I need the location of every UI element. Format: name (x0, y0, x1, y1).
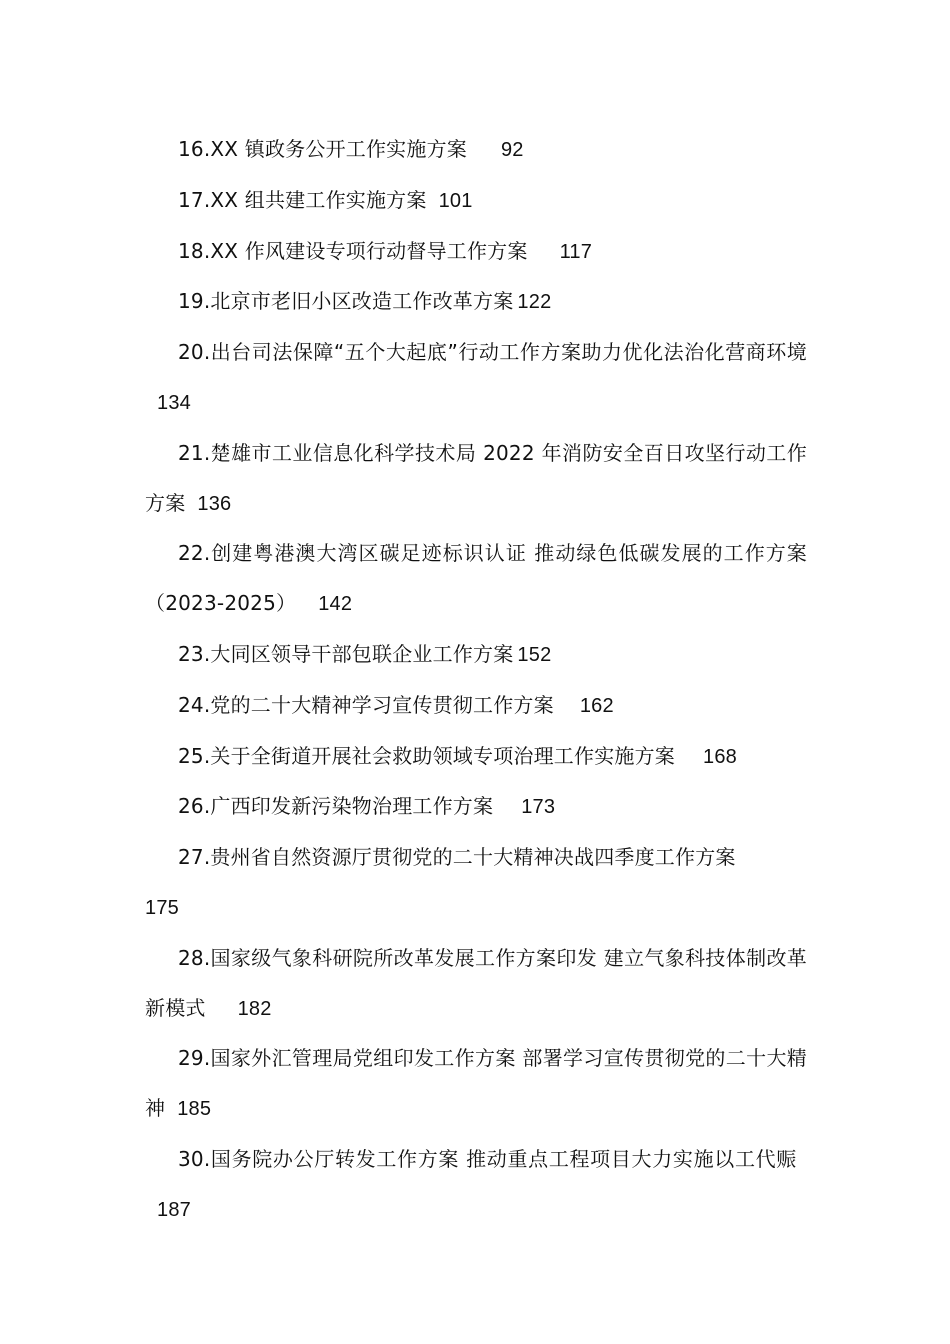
toc-entry[interactable] (145, 833, 807, 934)
toc-entry[interactable] (145, 227, 807, 278)
toc-entry-page: 162 (579, 694, 614, 717)
toc-entry-page: 136 (197, 492, 232, 515)
toc-entry-page: 173 (521, 796, 556, 819)
toc-entry[interactable] (145, 277, 807, 328)
toc-entry-page: 175 (145, 896, 179, 919)
toc-entry[interactable] (145, 934, 807, 1035)
toc-entry[interactable] (145, 1034, 807, 1135)
toc-entry-page: 182 (237, 997, 272, 1020)
toc-entry-title: 22.创建粤港澳大湾区碳足迹标识认证 推动绿色低碳发展的工作方案（2023-2025） (145, 541, 807, 616)
toc-entry-title: 25.关于全街道开展社会救助领域专项治理工作实施方案 (178, 743, 676, 768)
toc-entry[interactable] (145, 429, 807, 530)
toc-entry-title: 30.国务院办公厅转发工作方案 推动重点工程项目大力实施以工代赈 (178, 1146, 797, 1171)
toc-entry-page: 142 (318, 593, 353, 616)
toc-entry-page: 117 (559, 240, 593, 263)
toc-entry-title: 28.国家级气象科研院所改革发展工作方案印发 建立气象科技体制改革新模式 (145, 945, 807, 1020)
toc-entry-title: 18.XX 作风建设专项行动督导工作方案 (178, 238, 528, 263)
toc-entry[interactable] (145, 125, 807, 176)
toc-entry[interactable] (145, 782, 807, 833)
toc-entry[interactable] (145, 176, 807, 227)
toc-entry[interactable] (145, 630, 807, 681)
toc-entry[interactable] (145, 681, 807, 732)
toc-entry-page: 152 (517, 643, 552, 666)
toc-entry-page: 185 (177, 1098, 212, 1121)
toc-entry-page: 187 (157, 1198, 191, 1221)
toc-entry-title: 19.北京市老旧小区改造工作改革方案 (178, 289, 514, 314)
toc-entry-title: 21.楚雄市工业信息化科学技术局 2022 年消防安全百日攻坚行动工作方案 (145, 440, 807, 515)
toc-entry-title: 24.党的二十大精神学习宣传贯彻工作方案 (178, 692, 554, 717)
toc-entry[interactable] (145, 328, 807, 429)
toc-entry-page: 122 (517, 291, 552, 314)
toc-entry-title: 20.出台司法保障“五个大起底”行动工作方案助力优化法治化营商环境 (178, 340, 807, 365)
toc-entry-page: 101 (438, 189, 473, 212)
table-of-contents (145, 125, 807, 1236)
toc-entry-title: 27.贵州省自然资源厅贯彻党的二十大精神决战四季度工作方案 (178, 845, 736, 870)
toc-entry-page: 134 (157, 391, 191, 414)
toc-entry[interactable] (145, 529, 807, 630)
toc-entry-title: 17.XX 组共建工作实施方案 (178, 187, 427, 212)
toc-entry[interactable] (145, 1135, 807, 1236)
toc-entry-title: 29.国家外汇管理局党组印发工作方案 部署学习宣传贯彻党的二十大精神 (145, 1046, 807, 1121)
toc-entry-title: 16.XX 镇政务公开工作实施方案 (178, 137, 467, 161)
toc-entry-title: 26.广西印发新污染物治理工作方案 (178, 794, 494, 819)
toc-entry-page: 92 (500, 139, 524, 161)
toc-entry-title: 23.大同区领导干部包联企业工作方案 (178, 641, 514, 666)
toc-entry-page: 168 (703, 745, 737, 768)
toc-entry[interactable] (145, 732, 807, 783)
